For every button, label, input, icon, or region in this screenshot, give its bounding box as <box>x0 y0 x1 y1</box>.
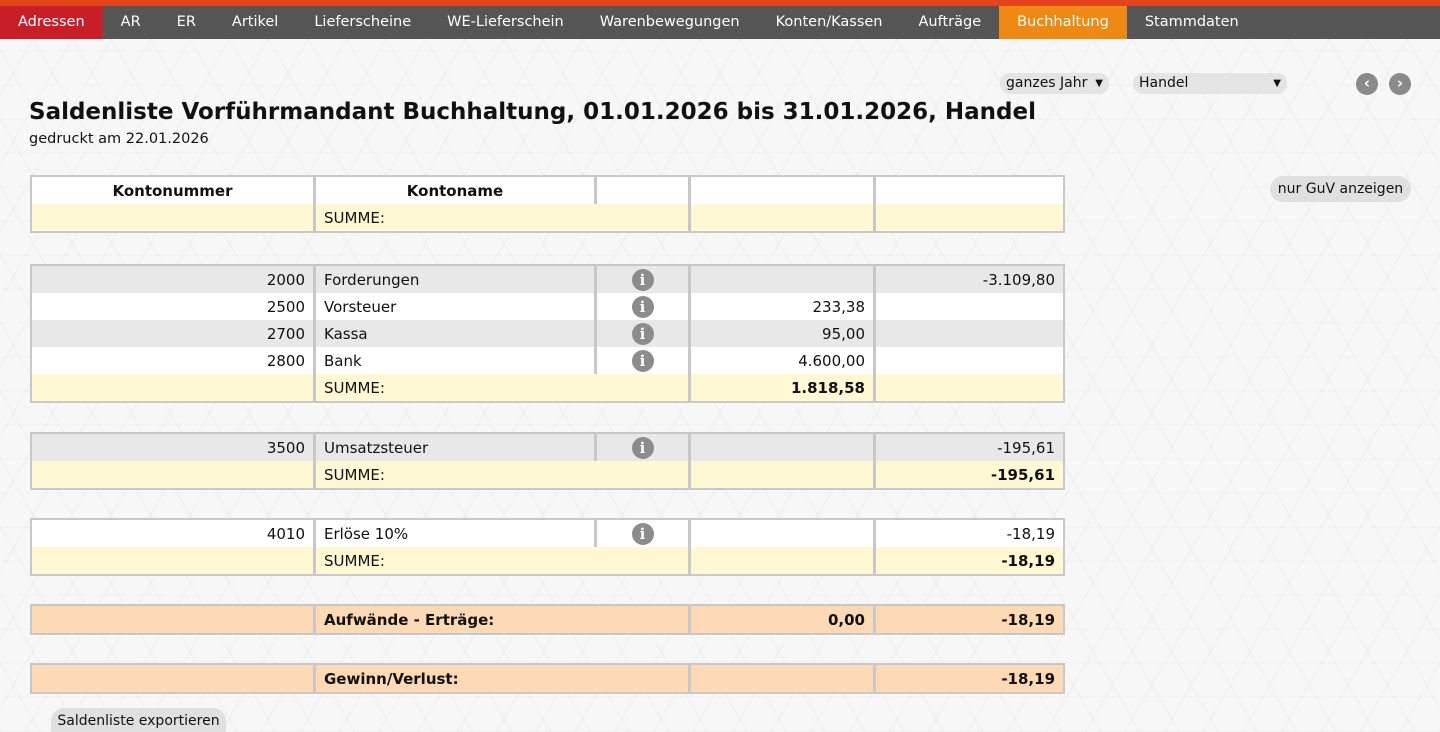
haben-value: -18,19 <box>873 520 1063 547</box>
soll-value <box>688 266 873 293</box>
sum-label: SUMME: <box>313 374 688 401</box>
nav-artikel[interactable]: Artikel <box>231 14 279 30</box>
gewinn-verlust-row <box>32 665 1063 692</box>
account-name: Vorsteuer <box>313 293 594 320</box>
account-number: 3500 <box>32 434 313 461</box>
sum-row <box>32 547 1063 574</box>
sum-haben <box>873 374 1063 401</box>
soll-value: 4.600,00 <box>688 347 873 374</box>
chevron-down-icon: ▼ <box>1095 78 1103 89</box>
nav-adressen[interactable]: Adressen <box>0 6 103 39</box>
info-icon[interactable]: i <box>632 350 654 372</box>
soll-value: 233,38 <box>688 293 873 320</box>
nav-auftraege[interactable]: Aufträge <box>918 14 982 30</box>
printed-date: gedruckt am 22.01.2026 <box>29 131 209 147</box>
sum-soll: 1.818,58 <box>688 374 873 401</box>
table-row <box>32 293 1063 320</box>
account-number: 2700 <box>32 320 313 347</box>
nav-lieferscheine[interactable]: Lieferscheine <box>314 14 412 30</box>
haben-value <box>873 320 1063 347</box>
table-row <box>32 320 1063 347</box>
sum-haben: -195,61 <box>873 461 1063 488</box>
col-kontonummer: Kontonummer <box>32 177 313 204</box>
account-group-3500 <box>30 432 1065 490</box>
main-nav <box>0 6 1440 39</box>
chevron-right-icon[interactable]: › <box>1389 73 1411 95</box>
soll-value <box>688 434 873 461</box>
gewinn-verlust-label: Gewinn/Verlust: <box>313 665 688 692</box>
period-select-value: ganzes Jahr <box>1006 75 1088 91</box>
info-icon[interactable]: i <box>632 269 654 291</box>
sum-label: SUMME: <box>313 204 688 231</box>
nav-buchhaltung[interactable]: Buchhaltung <box>999 6 1127 39</box>
aufwand-ertrag-table <box>30 604 1065 635</box>
soll-value <box>688 520 873 547</box>
header-table <box>30 175 1065 233</box>
info-icon[interactable]: i <box>632 296 654 318</box>
account-number: 2000 <box>32 266 313 293</box>
haben-value <box>873 347 1063 374</box>
aufwand-ertrag-soll: 0,00 <box>688 606 873 633</box>
haben-value: -195,61 <box>873 434 1063 461</box>
account-group-4010 <box>30 518 1065 576</box>
account-name: Kassa <box>313 320 594 347</box>
account-number: 2800 <box>32 347 313 374</box>
mandant-select[interactable] <box>1133 73 1287 94</box>
aufwand-ertrag-row <box>32 606 1063 633</box>
sum-soll <box>688 461 873 488</box>
chevron-left-icon[interactable]: ‹ <box>1356 73 1378 95</box>
account-name: Umsatzsteuer <box>313 434 594 461</box>
guv-only-button[interactable]: nur GuV anzeigen <box>1270 176 1411 202</box>
haben-value <box>873 293 1063 320</box>
nav-konten-kassen[interactable]: Konten/Kassen <box>775 14 883 30</box>
account-group-2000 <box>30 264 1065 403</box>
chevron-down-icon: ▼ <box>1273 78 1281 89</box>
account-number: 2500 <box>32 293 313 320</box>
nav-stammdaten[interactable]: Stammdaten <box>1144 14 1239 30</box>
mandant-select-value: Handel <box>1139 75 1189 91</box>
sum-soll <box>688 547 873 574</box>
sum-row <box>32 461 1063 488</box>
export-button[interactable]: Saldenliste exportieren <box>51 708 226 732</box>
info-icon[interactable]: i <box>632 523 654 545</box>
soll-value: 95,00 <box>688 320 873 347</box>
nav-er[interactable]: ER <box>176 14 196 30</box>
table-row <box>32 434 1063 461</box>
account-number: 4010 <box>32 520 313 547</box>
page-title: Saldenliste Vorführmandant Buchhaltung, 01.01.2026 bis 31.01.2026, Handel <box>29 99 1037 125</box>
aufwand-ertrag-label: Aufwände - Erträge: <box>313 606 688 633</box>
sum-haben: -18,19 <box>873 547 1063 574</box>
table-row <box>32 347 1063 374</box>
aufwand-ertrag-haben: -18,19 <box>873 606 1063 633</box>
period-select[interactable] <box>1000 73 1109 94</box>
sum-label: SUMME: <box>313 461 688 488</box>
sum-row <box>32 374 1063 401</box>
sum-label: SUMME: <box>313 547 688 574</box>
table-row <box>32 266 1063 293</box>
col-kontoname: Kontoname <box>313 177 594 204</box>
gewinn-verlust-table <box>30 663 1065 694</box>
gewinn-verlust-haben: -18,19 <box>873 665 1063 692</box>
account-name: Bank <box>313 347 594 374</box>
info-icon[interactable]: i <box>632 437 654 459</box>
haben-value: -3.109,80 <box>873 266 1063 293</box>
nav-warenbewegungen[interactable]: Warenbewegungen <box>599 14 740 30</box>
gewinn-verlust-soll <box>688 665 873 692</box>
nav-ar[interactable]: AR <box>120 14 141 30</box>
account-name: Forderungen <box>313 266 594 293</box>
table-row <box>32 520 1063 547</box>
account-name: Erlöse 10% <box>313 520 594 547</box>
nav-we-lieferschein[interactable]: WE-Lieferschein <box>447 14 564 30</box>
info-icon[interactable]: i <box>632 323 654 345</box>
